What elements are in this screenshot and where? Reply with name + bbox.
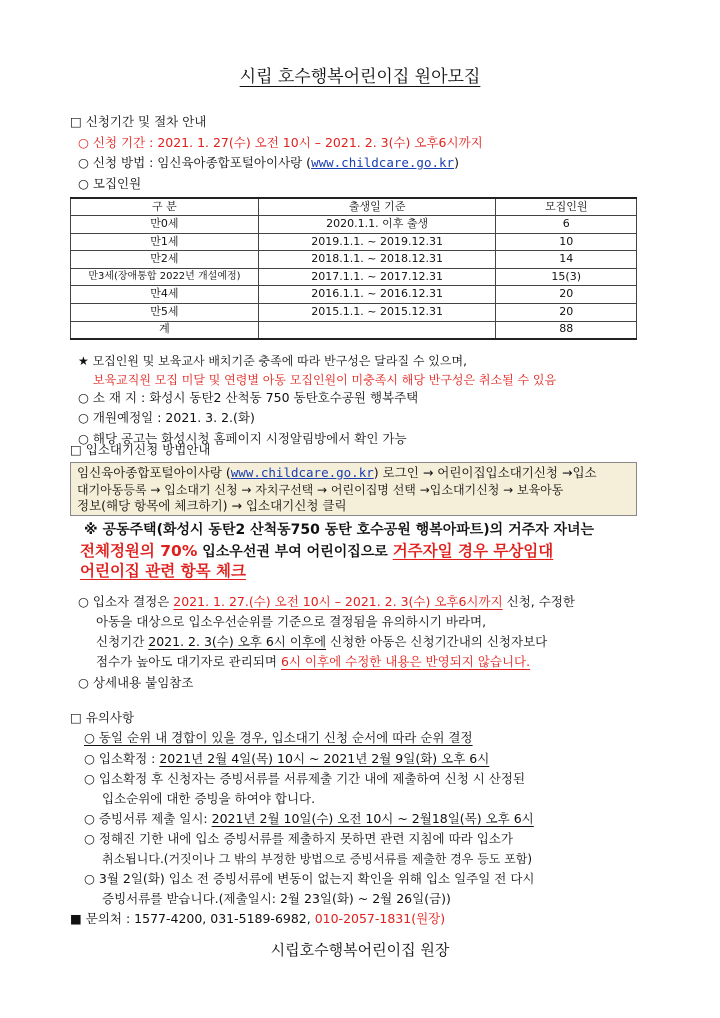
caution-text: ○ 증빙서류 제출 일시: [84, 811, 212, 826]
application-period [78, 135, 483, 152]
method-prefix: ○ 신청 방법 : 임신육아종합포털아이사랑 ( [78, 155, 312, 170]
period-prefix: ○ 신청 기간 : [78, 135, 158, 150]
decision-text: 점수가 높아도 대기자로 관리되며 [96, 654, 281, 669]
table-header-birthdate: 출생일 기준 [258, 198, 496, 216]
special-note-line3: 어린이집 관련 항목 체크 [80, 562, 246, 580]
table-row [71, 268, 637, 286]
table-cell: 2019.1.1. ~ 2019.12.31 [258, 233, 496, 251]
table-cell: 만3세(장애통합 2022년 개설예정) [71, 268, 259, 286]
steps-text: ) 로그인 → 어린이집입소대기신청 →입소 [373, 465, 597, 480]
detail-reference: ○ 상세내용 붙임참조 [78, 675, 194, 690]
childcare-link-2[interactable]: www.childcare.go.kr [230, 465, 374, 480]
childcare-link[interactable]: www.childcare.go.kr [311, 155, 455, 170]
table-header-capacity: 모집인원 [496, 198, 637, 216]
steps-line-1 [77, 465, 630, 482]
section2-heading: □ 입소대기신청 방법안내 [70, 442, 211, 457]
caution-item6-line2: 증빙서류를 받습니다.(제출일시: 2월 23일(화) ~ 2월 26일(금)) [102, 891, 451, 906]
star-note: ★ 모집인원 및 보육교사 배치기준 충족에 따라 반구성은 달라질 수 있으며, [78, 354, 467, 368]
table-cell: 2020.1.1. 이후 출생 [258, 216, 496, 234]
table-cell: 만2세 [71, 251, 259, 269]
caution-item2 [84, 751, 489, 768]
table-cell: 계 [71, 321, 259, 339]
table-cell: 88 [496, 321, 637, 339]
table-cell: 2018.1.1. ~ 2018.12.31 [258, 251, 496, 269]
decision-deadline: 2021. 2. 3(수) 오후 6시 이후에 [148, 634, 327, 649]
contact-line [70, 911, 445, 928]
caution-item3-line2: 입소순위에 대한 증빙을 하여야 합니다. [102, 791, 316, 806]
footer-signature: 시립호수행복어린이집 원장 [270, 941, 450, 959]
confirm-period: 2021년 2월 4일(목) 10시 ~ 2021년 2월 9일(화) 오후 6시 [159, 751, 490, 766]
table-cell [258, 321, 496, 339]
special-red-free-rent: 거주자일 경우 무상임대 [392, 542, 554, 560]
table-header-row [71, 198, 637, 216]
table-cell: 10 [496, 233, 637, 251]
caution-item1: ○ 동일 순위 내 경합이 있을 경우, 입소대기 신청 순서에 따라 순위 결정 [84, 730, 473, 745]
table-row [71, 233, 637, 251]
decision-line2: 아동을 대상으로 입소우선순위를 기준으로 결정됨을 유의하시기 바라며, [96, 614, 487, 629]
caution-text: ○ 입소확정 : [84, 751, 160, 766]
table-row [71, 286, 637, 304]
special-note-line1: ※ 공동주택(화성시 동탄2 산척동750 동탄 호수공원 행복아파트)의 거주자 자녀는 [84, 522, 595, 538]
table-cell: 2017.1.1. ~ 2017.12.31 [258, 268, 496, 286]
address-line: ○ 소 재 지 : 화성시 동탄2 산척동 750 동탄호수공원 행복주택 [78, 390, 419, 405]
section3-heading: □ 유의사항 [70, 710, 135, 725]
table-cell: 2016.1.1. ~ 2016.12.31 [258, 286, 496, 304]
decision-text: 신청기간 [96, 634, 149, 649]
table-cell: 만4세 [71, 286, 259, 304]
decision-text: 신청한 아동은 신청기간내의 신청자보다 [326, 634, 548, 649]
notice-line: ○ 해당 공고는 화성시청 홈페이지 시정알림방에서 확인 가능 [78, 431, 407, 446]
steps-text: 임신육아종합포털아이사랑 ( [77, 465, 231, 480]
table-cell: 6 [496, 216, 637, 234]
decision-warning-red: 6시 이후에 수정한 내용은 반영되지 않습니다. [280, 654, 531, 669]
special-text: 입소우선권 부여 어린이집으로 [197, 544, 393, 560]
application-method [78, 155, 459, 172]
page-title: 시립 호수행복어린이집 원아모집 [239, 67, 481, 87]
decision-line3 [96, 634, 547, 651]
table-cell: 15(3) [496, 268, 637, 286]
recruit-heading: ○ 모집인원 [78, 176, 142, 191]
table-row [71, 251, 637, 269]
period-value: 2021. 1. 27(수) 오전 10시 – 2021. 2. 3(수) 오후6시까지 [157, 135, 483, 150]
table-row [71, 216, 637, 234]
table-cell: 만1세 [71, 233, 259, 251]
decision-text: ○ 입소자 결정은 [78, 594, 174, 609]
caution-item4 [84, 811, 534, 828]
contact-director-phone: 010-2057-1831(원장) [314, 911, 446, 926]
table-cell: 2015.1.1. ~ 2015.12.31 [258, 304, 496, 322]
contact-text: ■ 문의처 : 1577-4200, 031-5189-6982, [70, 911, 315, 926]
decision-line1 [78, 594, 575, 611]
caution-item5-line1: ○ 정해진 기한 내에 입소 증빙서류를 제출하지 못하면 관련 지침에 따라 입소가 [84, 831, 513, 846]
star-note-red: 보육교직원 모집 미달 및 연령별 아동 모집인원이 미충족시 해당 반구성은 취소될 수 있음 [93, 373, 557, 387]
document-period: 2021년 2월 10일(수) 오전 10시 ~ 2월18일(목) 오후 6시 [211, 811, 534, 826]
table-cell: 14 [496, 251, 637, 269]
table-row [71, 304, 637, 322]
table-cell: 20 [496, 286, 637, 304]
table-header-category: 구 분 [71, 198, 259, 216]
section1-heading: □ 신청기간 및 절차 안내 [70, 114, 207, 129]
special-note-line2 [80, 541, 553, 562]
open-date-line: ○ 개원예정일 : 2021. 3. 2.(화) [78, 410, 255, 425]
application-steps-box [70, 462, 637, 516]
special-red-70: 전체정원의 70% [80, 542, 198, 560]
decision-text: 신청, 수정한 [502, 594, 575, 609]
decision-period-red: 2021. 1. 27.(수) 오전 10시 – 2021. 2. 3(수) 오후6시까지 [173, 594, 503, 609]
table-cell: 만0세 [71, 216, 259, 234]
table-cell: 20 [496, 304, 637, 322]
recruitment-table [70, 197, 637, 340]
caution-item5-line2: 취소됩니다.(거짓이나 그 밖의 부정한 방법으로 증빙서류를 제출한 경우 등도 포함) [102, 852, 533, 866]
method-suffix: ) [454, 155, 459, 170]
table-cell: 만5세 [71, 304, 259, 322]
table-total-row [71, 321, 637, 339]
steps-line-3: 정보(해당 항목에 체크하기) → 입소대기신청 클릭 [77, 498, 347, 514]
caution-item3-line1: ○ 입소확정 후 신청자는 증빙서류를 서류제출 기간 내에 제출하여 신청 시 산정된 [84, 771, 526, 786]
caution-item6-line1: ○ 3월 2일(화) 입소 전 증빙서류에 변동이 없는지 확인을 위해 입소 일주일 전 다시 [84, 871, 535, 886]
steps-line-2: 대기아동등록 → 입소대기 신청 → 자치구선택 → 어린이집명 선택 →입소대기신청 → 보육아동 [77, 482, 564, 497]
decision-line4 [96, 654, 530, 671]
